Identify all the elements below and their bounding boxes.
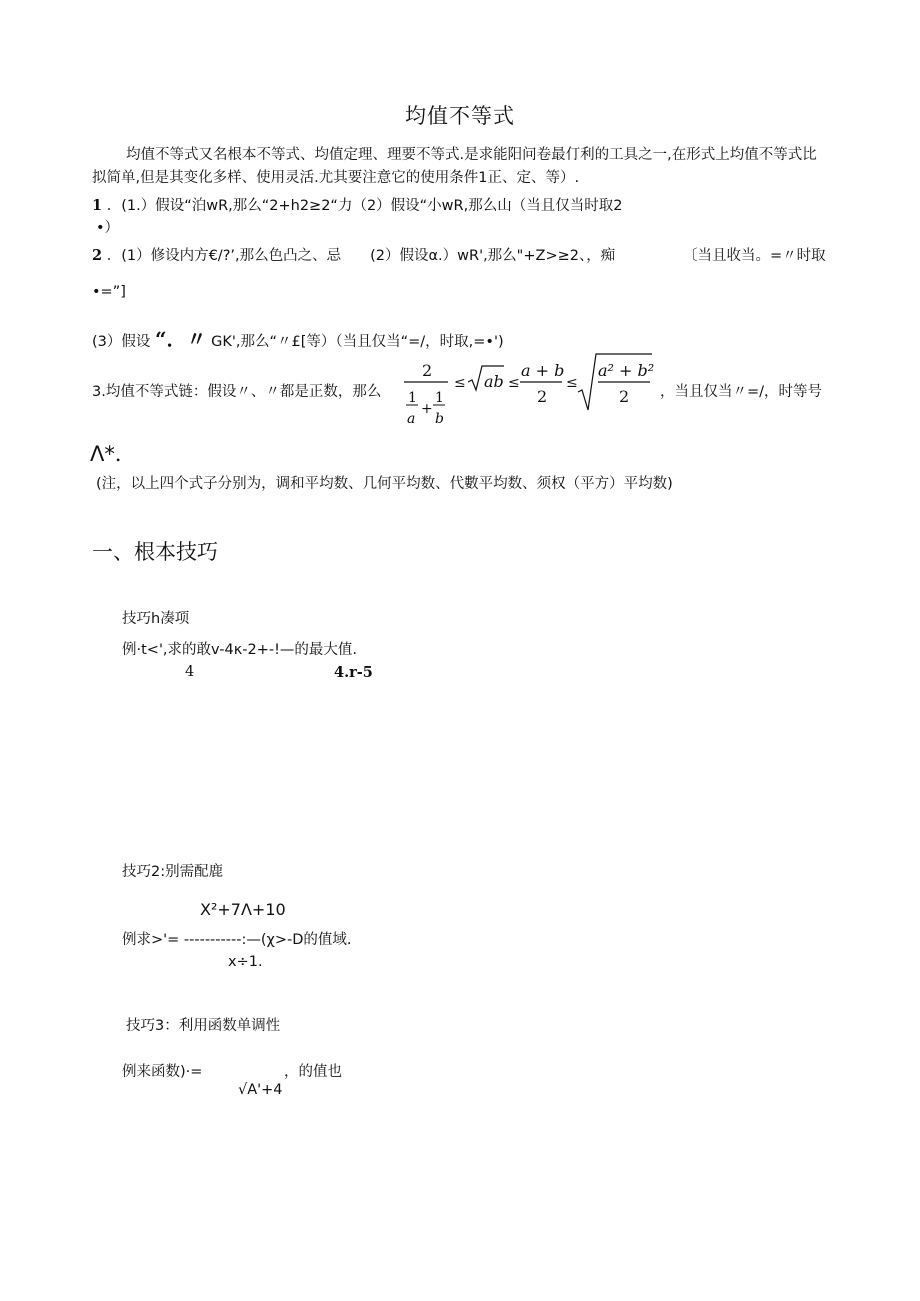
means-note: (注，以上四个式子分别为，调和平均数、几何平均数、代數平均数、须权（平方）平均数) <box>96 476 673 492</box>
garbled-symbol-text: Λ*． <box>90 442 136 466</box>
tip-2-example: 例求>'= -----------:—(χ>-D的值域. <box>122 932 352 948</box>
item-1-continuation: •） <box>96 220 120 236</box>
tip-3-suffix: ，的值也 <box>284 1064 342 1080</box>
quadratic-denominator: 2 <box>619 387 630 406</box>
item-2-right-text: 〔当且收当。=〃时取 <box>683 248 826 264</box>
item-2 <box>92 244 615 265</box>
item-3 <box>92 323 504 352</box>
intro-line-1: 均值不等式又名根本不等式、均值定理、理要不等式.是求能阳问卷最仃利的工具之一,在形式上均值不等式比 <box>126 147 817 163</box>
harmonic-one-b: 1 <box>435 390 444 406</box>
item-2-text: ．(1）修设内方€/?’,那么色凸之、忌 (2）假设α.）wR',那么"+Z>≥2、，痴 <box>106 248 616 264</box>
item-2-continuation: •=”] <box>92 284 126 300</box>
tip-2-numerator: X²+7Λ+10 <box>200 900 286 919</box>
arithmetic-numerator: a + b <box>521 361 565 380</box>
tip-3-title: 技巧3：利用函数单调性 <box>126 1018 281 1034</box>
harmonic-var-a: a <box>407 411 416 427</box>
quadratic-numerator: a² + b² <box>598 361 655 380</box>
leq-symbol-3: ≤ <box>566 375 578 391</box>
item-3-lead: (3）假设 <box>92 334 151 350</box>
item-1-number: 1 <box>92 197 103 214</box>
harmonic-var-b: b <box>435 411 444 427</box>
inequality-chain-suffix: ，当且仅当〃=/，时等号 <box>660 384 823 400</box>
tip-2-title: 技巧2:别需配鹿 <box>122 864 224 880</box>
tip-1-example: 例·t<',求的敢v-4κ-2+-!—的最大值. <box>122 642 357 658</box>
item-1 <box>92 194 622 215</box>
tip-3-example: 例来函数)·= <box>122 1064 203 1080</box>
tip-1-title: 技巧h凑项 <box>122 611 190 627</box>
tip-1-number-a: 4 <box>185 664 195 680</box>
inequality-chain-label: 3.均值不等式链：假设〃、〃都是正数，那么 <box>92 384 382 400</box>
harmonic-one-a: 1 <box>408 390 417 406</box>
mean-inequality-chain-formula <box>400 352 660 434</box>
section-heading-basic-skills: 一、根本技巧 <box>92 540 218 564</box>
arithmetic-denominator: 2 <box>537 387 548 406</box>
harmonic-plus: + <box>421 401 433 417</box>
tip-1-number-b: 4.r-5 <box>334 664 373 681</box>
item-3-text: GK',那么“〃£[等）（当且仅当“=/，时取,=•') <box>211 334 504 350</box>
tip-3-denominator: √A'+4 <box>238 1082 283 1098</box>
harmonic-numerator: 2 <box>422 361 433 380</box>
leq-symbol-2: ≤ <box>508 375 520 391</box>
geometric-mean-ab: ab <box>484 372 504 391</box>
item-3-symbol: “．〃 <box>155 327 207 351</box>
item-2-number: 2 <box>92 247 103 264</box>
item-1-text: ．(1.）假设“泊wR,那么“2+h2≥2“力（2）假设“小wR,那么山（当且仅当时取2 <box>106 198 623 214</box>
leq-symbol-1: ≤ <box>454 375 466 391</box>
intro-line-2: 拟简单,但是其变化多样、使用灵活.尤其要注意它的使用条件1正、定、等）. <box>92 170 580 186</box>
tip-2-denominator: x÷1. <box>228 954 263 970</box>
page-title: 均值不等式 <box>405 104 515 128</box>
